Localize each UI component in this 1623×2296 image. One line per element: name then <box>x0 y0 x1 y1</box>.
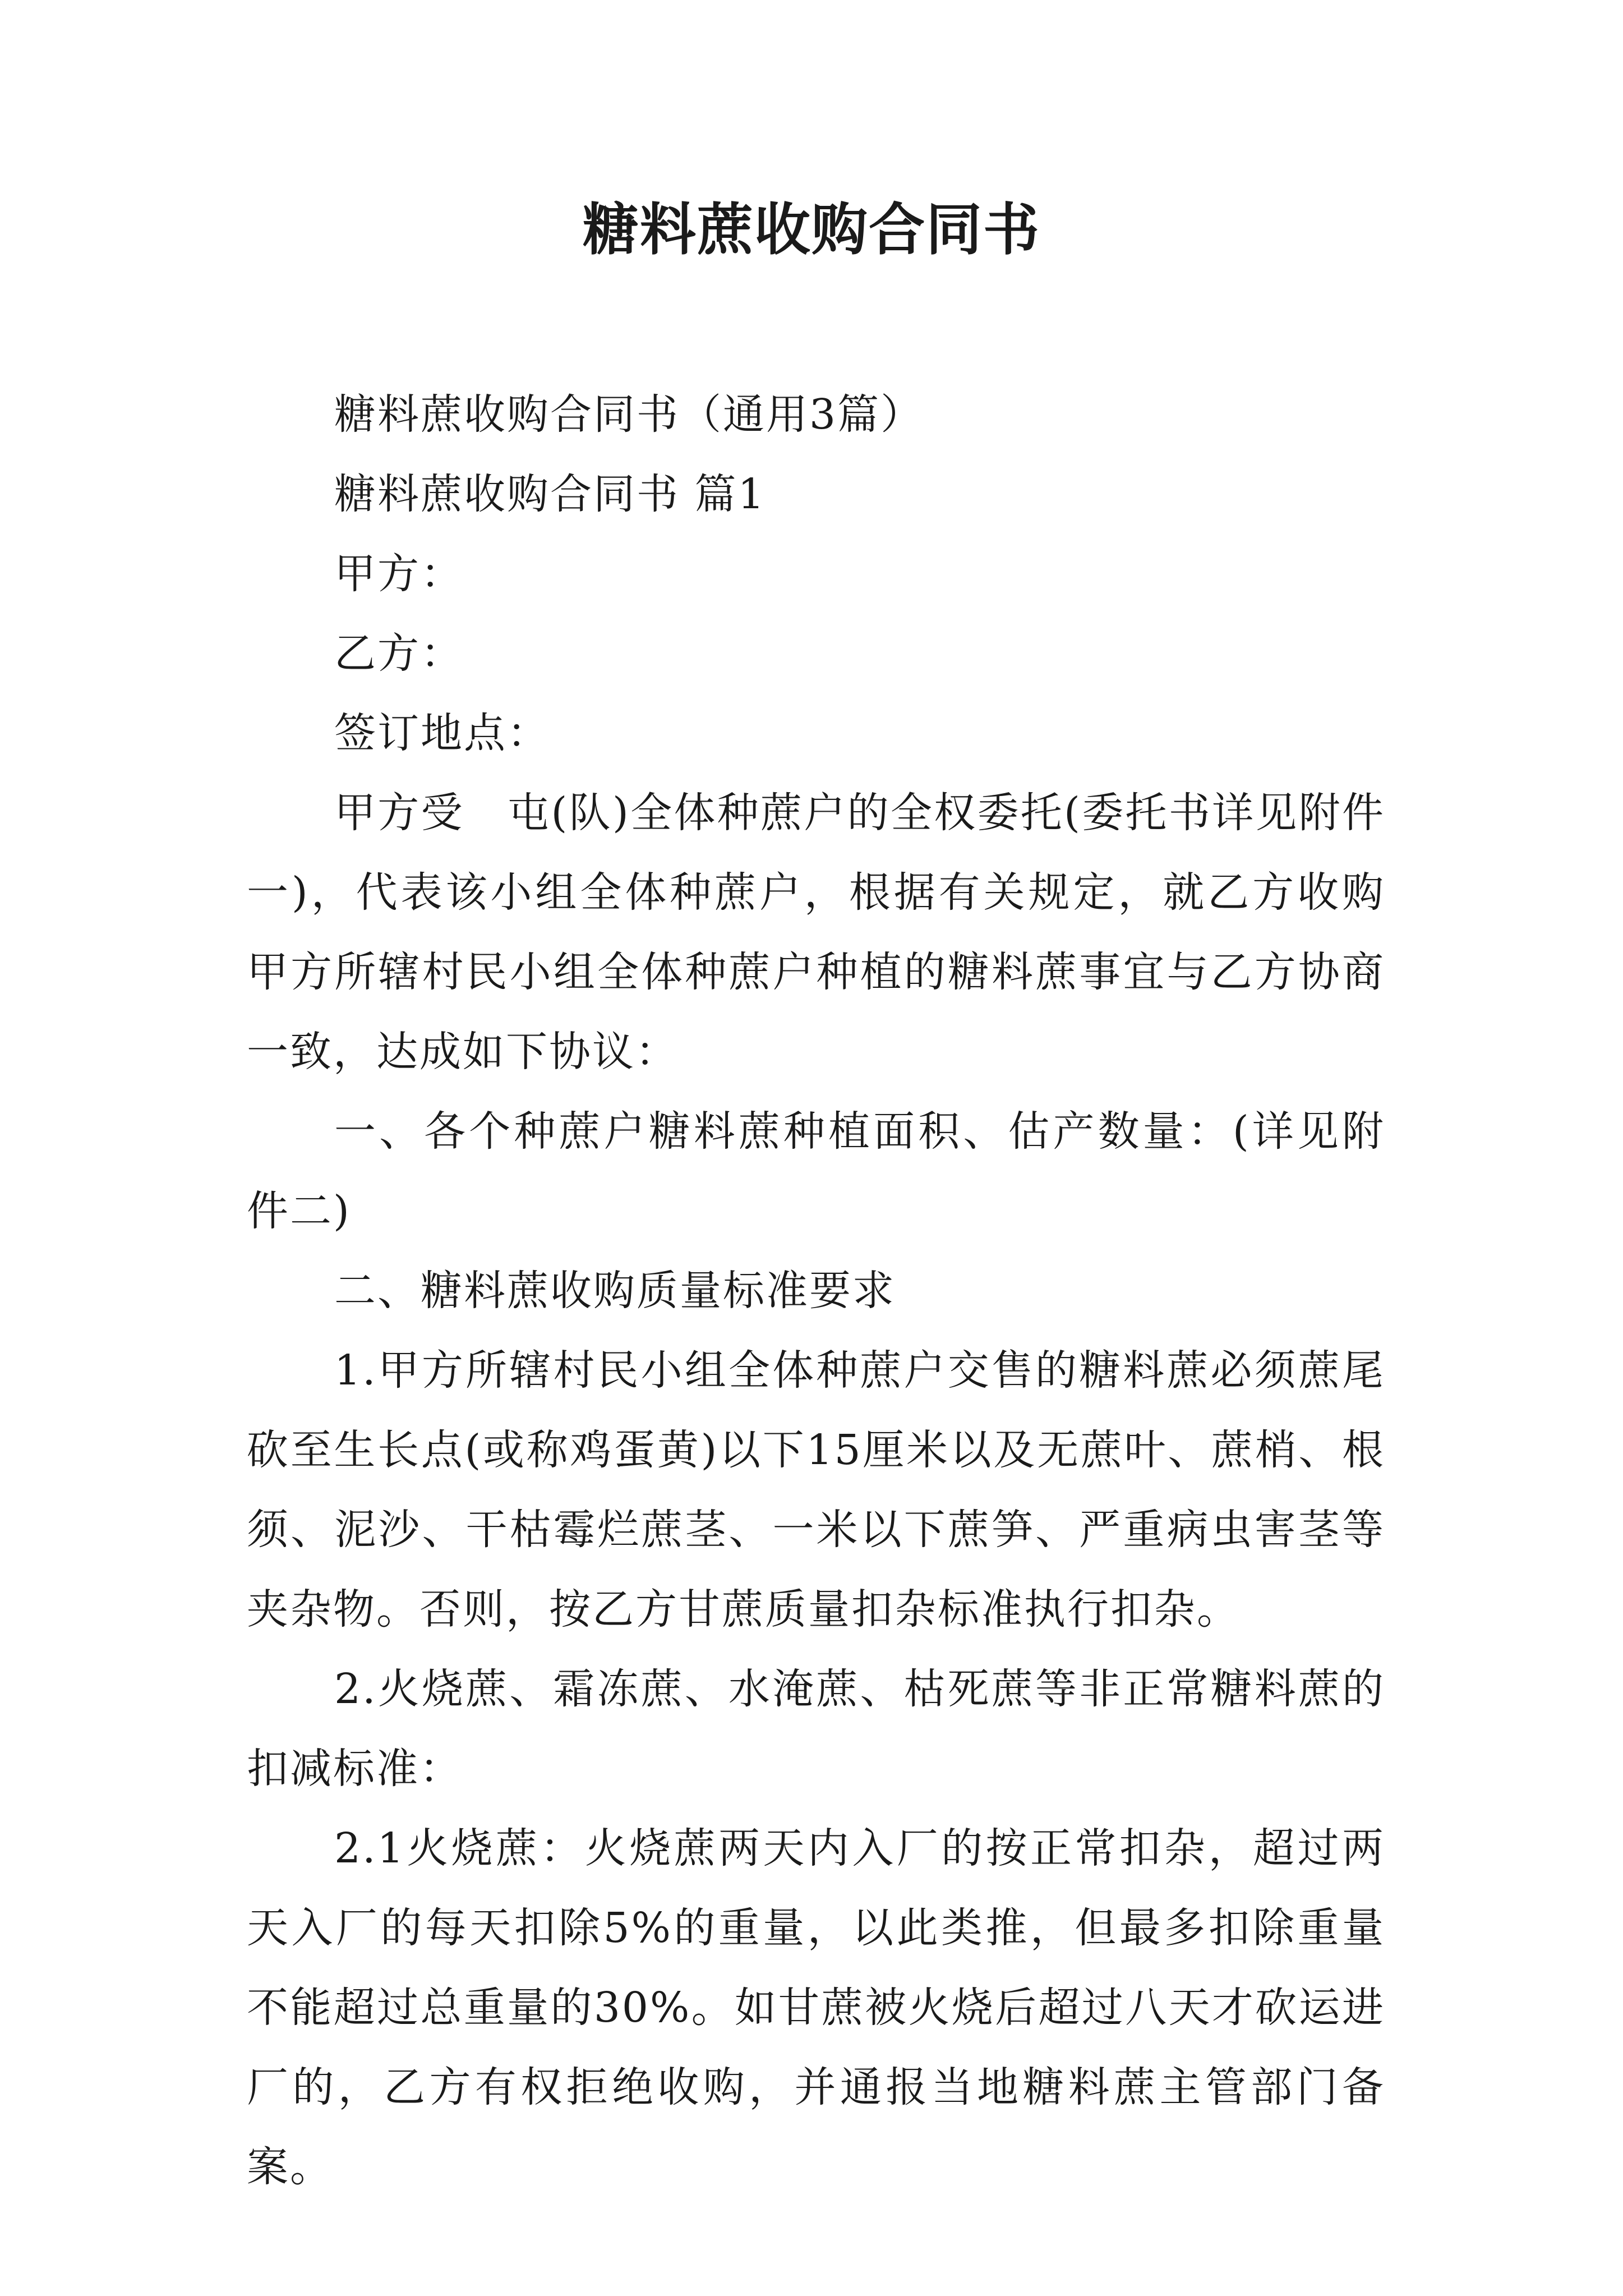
paragraph-signing-place: 签订地点： <box>334 709 550 757</box>
paragraph-party-a: 甲方： <box>334 550 464 598</box>
paragraph-clause-2-2: 2.火烧蔗、霜冻蔗、水淹蔗、枯死蔗等非正常糖料蔗的扣减标准： <box>247 1665 1385 1793</box>
paragraph-party-b: 乙方： <box>334 629 464 678</box>
paragraph-clause-1: 一、各个种蔗户糖料蔗种植面积、估产数量：(详见附件二) <box>247 1107 1385 1235</box>
paragraph-clause-2-1: 1.甲方所辖村民小组全体种蔗户交售的糖料蔗必须蔗尾砍至生长点(或称鸡蛋黄)以下15厘米以及无蔗叶、蔗梢、根须、泥沙、干枯霉烂蔗茎、一米以下蔗笋、严重病虫害茎等夹杂物。否则，按乙方甘蔗质量扣杂标准执行扣杂。 <box>247 1346 1385 1634</box>
document-body <box>247 375 1385 2207</box>
paragraph-clause-2-2-1: 2.1火烧蔗：火烧蔗两天内入厂的按正常扣杂，超过两天入厂的每天扣除5%的重量，以此类推，但最多扣除重量不能超过总重量的30%。如甘蔗被火烧后超过八天才砍运进厂的，乙方有权拒绝收购，并通报当地糖料蔗主管部门备案。 <box>247 1824 1385 2191</box>
paragraph-preamble: 甲方受 屯(队)全体种蔗户的全权委托(委托书详见附件一)，代表该小组全体种蔗户，根据有关规定，就乙方收购甲方所辖村民小组全体种蔗户种植的糖料蔗事宜与乙方协商一致，达成如下协议： <box>247 789 1385 1076</box>
paragraph-section-heading: 糖料蔗收购合同书 篇1 <box>334 470 766 518</box>
paragraph-subtitle: 糖料蔗收购合同书（通用3篇） <box>334 390 924 439</box>
paragraph-clause-2-heading: 二、糖料蔗收购质量标准要求 <box>334 1267 896 1315</box>
document-title: 糖料蔗收购合同书 <box>583 197 1040 263</box>
